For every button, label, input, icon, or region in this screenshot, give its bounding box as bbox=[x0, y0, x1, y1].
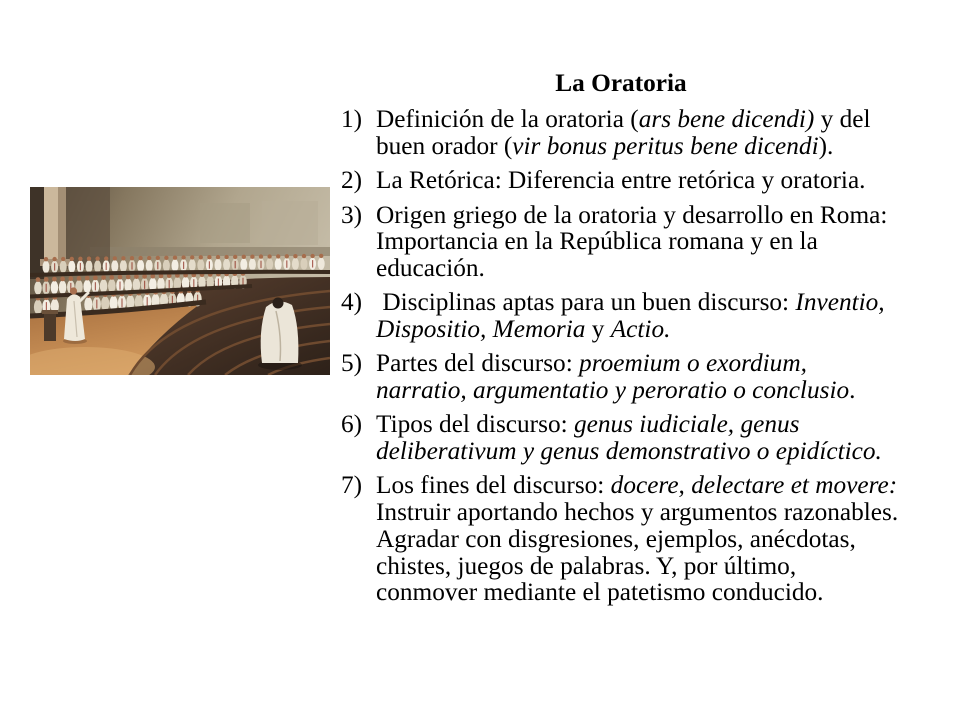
senator-head bbox=[267, 254, 271, 258]
toga-stripe bbox=[169, 280, 170, 288]
senator-head bbox=[134, 274, 139, 279]
latin-term: narratio, argumentatio y peroratio o conclusio bbox=[376, 376, 850, 405]
toga-stripe bbox=[106, 263, 107, 270]
toga-stripe bbox=[95, 282, 96, 290]
senator-figure bbox=[83, 280, 91, 294]
item-line bbox=[376, 316, 902, 343]
toga-stripe bbox=[96, 300, 97, 309]
senator-head bbox=[104, 256, 108, 260]
senator-head bbox=[52, 277, 57, 282]
toga-stripe bbox=[46, 284, 47, 292]
toga-stripe bbox=[54, 263, 55, 270]
senator-head bbox=[113, 256, 117, 260]
senator-head bbox=[95, 256, 99, 260]
senator-head bbox=[250, 255, 254, 259]
senator-figure bbox=[43, 261, 50, 273]
list-item-3 bbox=[340, 202, 902, 282]
toga-stripe bbox=[121, 298, 122, 307]
latin-term: proemium o exordium, bbox=[579, 349, 807, 378]
item-line bbox=[376, 553, 902, 580]
list-item-2 bbox=[340, 167, 902, 194]
toga-stripe bbox=[209, 261, 210, 268]
senator-figure bbox=[189, 259, 196, 271]
senator-figure bbox=[275, 258, 282, 270]
senator-figure bbox=[34, 281, 42, 295]
toga-stripe bbox=[147, 297, 148, 306]
senator-figure bbox=[223, 259, 230, 271]
text-segment: ). bbox=[818, 131, 834, 160]
text-box bbox=[340, 70, 902, 606]
latin-term: ars bene dicendi) bbox=[638, 105, 815, 134]
text-segment: La Retórica: Diferencia entre retórica y oratoria. bbox=[376, 166, 866, 195]
senator-head bbox=[207, 255, 211, 259]
toga-stripe bbox=[286, 260, 287, 267]
senator-head bbox=[44, 257, 48, 261]
senator-figure bbox=[108, 279, 116, 293]
senator-head bbox=[285, 254, 289, 258]
list-item-4 bbox=[340, 289, 902, 342]
text-segment: y del bbox=[814, 105, 871, 134]
senator-head bbox=[61, 257, 65, 261]
senator-figure bbox=[163, 259, 170, 271]
lectern-stand bbox=[44, 313, 56, 341]
item-number: 6) bbox=[341, 410, 363, 439]
senator-head bbox=[101, 275, 106, 280]
text-segment: buen orador ( bbox=[376, 131, 513, 160]
text-segment: Importancia en la República romana y en la bbox=[376, 227, 818, 256]
senator-head bbox=[142, 274, 147, 279]
toga-stripe bbox=[144, 281, 145, 289]
senator-head bbox=[78, 257, 82, 261]
senator-head bbox=[126, 275, 131, 280]
senator-figure bbox=[172, 259, 179, 271]
toga-stripe bbox=[131, 262, 132, 269]
item-line bbox=[376, 472, 902, 499]
list-item-6 bbox=[340, 411, 902, 464]
item-number: 7) bbox=[341, 471, 363, 500]
senator-figure bbox=[120, 260, 127, 272]
senator-head bbox=[156, 256, 160, 260]
senator-figure bbox=[240, 258, 247, 270]
toga-stripe bbox=[80, 263, 81, 270]
senator-figure bbox=[249, 258, 256, 270]
senator-figure bbox=[292, 258, 299, 270]
toga-stripe bbox=[193, 279, 194, 287]
item-line bbox=[376, 228, 902, 255]
dark-wall-section bbox=[66, 187, 110, 269]
senator-head bbox=[109, 275, 114, 280]
latin-term: Actio. bbox=[610, 314, 671, 343]
senator-head bbox=[233, 255, 237, 259]
text-segment: Agradar con disgresiones, ejemplos, anécdotas, bbox=[376, 524, 856, 553]
latin-term: vir bonus peritus bene dicendi bbox=[512, 131, 819, 160]
senator-head bbox=[199, 255, 203, 259]
senator-head bbox=[87, 257, 91, 261]
list-item-1 bbox=[340, 106, 902, 159]
senator-figure bbox=[111, 260, 118, 272]
lectern bbox=[42, 310, 58, 341]
toga-stripe bbox=[183, 262, 184, 269]
latin-term: deliberativum y genus demonstrativo o epidíctico. bbox=[376, 437, 882, 466]
text-segment: conmover mediante el patetismo conducido. bbox=[376, 578, 824, 607]
senator-head bbox=[36, 277, 41, 282]
text-segment: Disciplinas aptas para un buen discurso: bbox=[376, 288, 796, 317]
senator-figure bbox=[215, 259, 222, 271]
senator-figure bbox=[266, 258, 273, 270]
senator-head bbox=[216, 255, 220, 259]
senator-head bbox=[259, 254, 263, 258]
senator-head bbox=[85, 276, 90, 281]
column-shade bbox=[58, 187, 66, 265]
text-segment: Instruir aportando hechos y argumentos razonables. bbox=[376, 498, 899, 527]
text-segment: chistes, juegos de palabras. Y, por último, bbox=[376, 551, 797, 580]
seated-figure-head bbox=[273, 298, 284, 309]
wall-panel bbox=[200, 203, 250, 243]
text-segment: . bbox=[849, 376, 856, 405]
latin-term: Dispositio, Memoria bbox=[376, 314, 586, 343]
senator-head bbox=[319, 254, 323, 258]
senator-head bbox=[276, 254, 280, 258]
senator-figure bbox=[68, 261, 75, 273]
item-line bbox=[376, 499, 902, 526]
toga-stripe bbox=[46, 302, 47, 311]
topic-list bbox=[340, 106, 902, 606]
toga-stripe bbox=[260, 261, 261, 268]
list-item-7 bbox=[340, 472, 902, 605]
item-line bbox=[376, 167, 902, 194]
senator-head bbox=[68, 276, 73, 281]
senator-head bbox=[302, 254, 306, 258]
item-line bbox=[376, 579, 902, 606]
senator-head bbox=[60, 277, 65, 282]
senator-figure bbox=[86, 260, 93, 272]
senator-head bbox=[121, 256, 125, 260]
item-line bbox=[376, 411, 902, 438]
senator-figure bbox=[34, 300, 42, 315]
senator-figure bbox=[100, 279, 108, 293]
text-segment: educación. bbox=[376, 253, 485, 282]
item-number: 4) bbox=[341, 288, 363, 317]
wall-panel bbox=[262, 201, 318, 245]
senator-figure bbox=[94, 260, 101, 272]
senator-figure bbox=[146, 260, 153, 272]
senator-figure bbox=[59, 281, 67, 295]
senator-head bbox=[44, 277, 49, 282]
item-number: 5) bbox=[341, 349, 363, 378]
senate-painting bbox=[30, 187, 330, 375]
senator-head bbox=[181, 255, 185, 259]
item-number: 3) bbox=[341, 200, 363, 229]
item-line bbox=[376, 289, 902, 316]
text-segment: Tipos del discurso: bbox=[376, 410, 574, 439]
toga-stripe bbox=[218, 279, 219, 287]
text-segment: y bbox=[585, 314, 611, 343]
item-line bbox=[376, 350, 902, 377]
item-line bbox=[376, 106, 902, 133]
senator-head bbox=[70, 257, 74, 261]
senator-figure bbox=[124, 279, 132, 293]
senator-figure bbox=[197, 259, 204, 271]
senator-head bbox=[310, 254, 314, 258]
senator-head bbox=[93, 276, 98, 281]
item-line bbox=[376, 202, 902, 229]
senator-head bbox=[118, 275, 123, 280]
item-number: 1) bbox=[341, 105, 363, 134]
item-line bbox=[376, 255, 902, 282]
latin-term: Inventio, bbox=[795, 288, 885, 317]
item-line bbox=[376, 438, 902, 465]
text-segment: Definición de la oratoria ( bbox=[376, 105, 639, 134]
senator-head bbox=[77, 276, 82, 281]
senator-figure bbox=[318, 258, 325, 270]
senator-figure bbox=[51, 281, 59, 295]
senator-figure bbox=[101, 296, 109, 311]
senator-figure bbox=[60, 261, 67, 273]
senator-figure bbox=[84, 297, 92, 312]
senator-head bbox=[147, 256, 151, 260]
senator-head bbox=[164, 256, 168, 260]
senator-head bbox=[130, 256, 134, 260]
toga-stripe bbox=[312, 260, 313, 267]
toga-stripe bbox=[235, 261, 236, 268]
senator-head bbox=[138, 256, 142, 260]
orator-head bbox=[70, 287, 77, 294]
senator-figure bbox=[137, 260, 144, 272]
senator-head bbox=[224, 255, 228, 259]
item-line bbox=[376, 133, 902, 160]
senator-head bbox=[173, 256, 177, 260]
slide-title: La Oratoria bbox=[555, 69, 687, 97]
text-segment: Los fines del discurso: bbox=[376, 471, 611, 500]
item-line bbox=[376, 377, 902, 404]
list-item-5 bbox=[340, 350, 902, 403]
senator-head bbox=[293, 254, 297, 258]
text-segment: Origen griego de la oratoria y desarrollo en Roma: bbox=[376, 200, 888, 229]
senator-figure bbox=[301, 258, 308, 270]
senator-head bbox=[242, 255, 246, 259]
item-number: 2) bbox=[341, 166, 363, 195]
text-segment: Partes del discurso: bbox=[376, 349, 580, 378]
lectern-top bbox=[42, 310, 58, 314]
toga-stripe bbox=[157, 262, 158, 269]
latin-term: docere, delectare et movere: bbox=[610, 471, 898, 500]
senator-head bbox=[52, 257, 56, 261]
senator-head bbox=[190, 255, 194, 259]
latin-term: genus iudiciale, genus bbox=[573, 410, 800, 439]
toga-stripe bbox=[119, 282, 120, 290]
item-line bbox=[376, 526, 902, 553]
